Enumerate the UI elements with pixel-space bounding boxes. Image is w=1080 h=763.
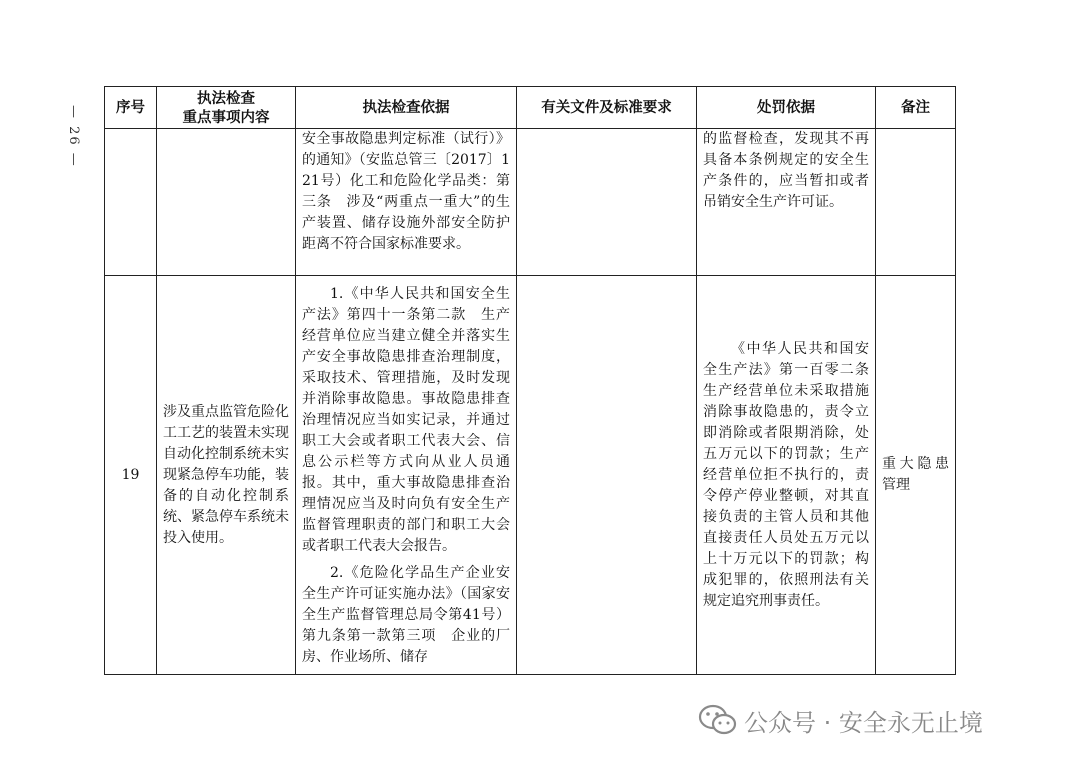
cell-seq: 19 [105, 276, 157, 675]
header-penalty: 处罚依据 [697, 87, 876, 129]
watermark [698, 700, 983, 740]
watermark-text: 公众号 · 安全永无止境 [744, 708, 983, 737]
basis-paragraph-1: 1.《中华人民共和国安全生产法》第四十一条第二款 生产经营单位应当建立健全并落实生产安全事故隐患排查治理制度，采取技术、管理措施，及时发现并消除事故隐患。事故隐患排查治理情况应当如实记录，并通过职工大会或者职工代表大会、信息公示栏等方式向从业人员通报。其中，重大事故隐患排查治理情况应当及时向负有安全生产监督管理职责的部门和职工大会或者职工代表大会报告。 [302, 286, 510, 554]
wechat-icon [698, 703, 738, 737]
table-row [105, 276, 956, 675]
cell-remark: 重大隐患管理 [876, 276, 956, 675]
cell-basis: 安全事故隐患判定标准（试行）》的通知》（安监总管三〔2017〕121号）化工和危险化学品类：第三条 涉及“两重点一重大”的生产装置、储存设施外部安全防护距离不符合国家标准要求。 [296, 129, 517, 276]
header-remark: 备注 [876, 87, 956, 129]
header-item: 执法检查 重点事项内容 [157, 87, 296, 129]
table-row [105, 129, 956, 276]
cell-standards [517, 129, 697, 276]
cell-remark [876, 129, 956, 276]
header-standards: 有关文件及标准要求 [517, 87, 697, 129]
page-number: — 26 — [66, 105, 81, 168]
law-enforcement-table [104, 86, 956, 675]
header-basis: 执法检查依据 [296, 87, 517, 129]
cell-penalty: 的监督检查，发现其不再具备本条例规定的安全生产条件的，应当暂扣或者吊销安全生产许可证。 [697, 129, 876, 276]
cell-basis [296, 276, 517, 675]
cell-standards [517, 276, 697, 675]
table-header-row [105, 87, 956, 129]
basis-paragraph-2: 2.《危险化学品生产企业安全生产许可证实施办法》（国家安全生产监督管理总局令第41号）第九条第一款第三项 企业的厂房、作业场所、储存 [302, 565, 510, 665]
header-seq: 序号 [105, 87, 157, 129]
cell-seq [105, 129, 157, 276]
cell-penalty: 《中华人民共和国安全生产法》第一百零二条 生产经营单位未采取措施消除事故隐患的，责令立即消除或者限期消除，处五万元以下的罚款；生产经营单位拒不执行的，责令停产停业整顿，对其直接负责的主管人员和其他直接责任人员处五万元以上十万元以下的罚款；构成犯罪的，依照刑法有关规定追究刑事责任。 [697, 276, 876, 675]
cell-item: 涉及重点监管危险化工工艺的装置未实现自动化控制系统未实现紧急停车功能，装备的自动化控制系统、紧急停车系统未投入使用。 [157, 276, 296, 675]
cell-item [157, 129, 296, 276]
